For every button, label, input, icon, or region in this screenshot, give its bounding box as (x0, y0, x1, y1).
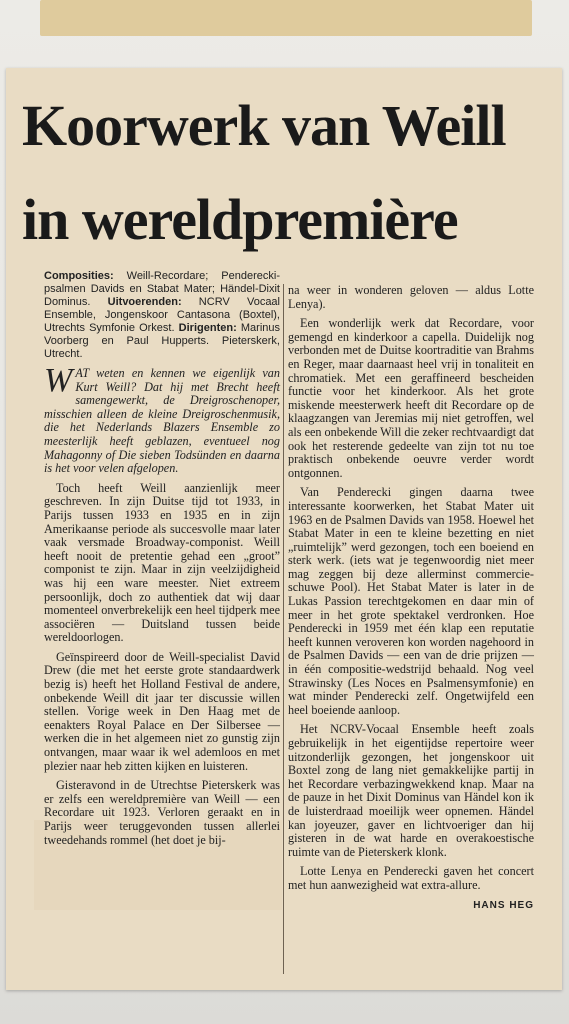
credits-performers: NCRV Vocaal Ensemble, Jongenskoor Cantasona (Boxtel), Utrechts Symfonie Orkest. (44, 296, 280, 334)
right-paragraph-3: Het NCRV-Vocaal Ensemble heeft zoals gebruikelijk in het eigentijdse repertoire weer uitzonderlijk gezongen, het jongenskoor uit Boxtel zong de lang niet gemakkelijke partij in het Recordare verbazingwekkend knap. Maar na de pauze in het Dixit Dominus van Händel kon ik de luisterdraad moeilijk weer opnemen. Händel kan joyeuzer, gaver en lichtvoeriger dan hij gisteren in de wat harde en overakoestische ruimte van de Pieterskerk klonk. (288, 722, 534, 859)
right-paragraph-2: Van Penderecki gingen daarna twee interessante koorwerken, het Stabat Mater uit 1963 en de Psalmen Davids van 1958. Hoewel het Stabat Mater in een te kleine bezetting en niet „ruimtelijk” werd gezongen, toch een boeiend en sterk werk. (iets wat je tegenwoordig niet meer mag zeggen bij deze allerminst commercie-schuwe Pool). Het Stabat Mater is later in de Lukas Passion terechtgekomen en daar min of meer in het grote spektakel verdronken. Hoe Penderecki in 1959 met één klap een reputatie heeft kunnen veroveren kon worden nagehoord in de Psalmen Davids — een van de drie prijzen — in één compositie-wedstrijd behaald. Nog veel Strawinsky (Les Noces en Psalmensymfonie) en wat minder Penderecki zelf. Ongetwijfeld een heel boeiende aanloop. (288, 485, 534, 717)
author-signature: HANS HEG (473, 899, 534, 911)
paragraph-3: Gisteravond in de Utrechtse Pieterskerk was er zelfs een wereldpremière van Weill — een Recordare uit 1923. Verloren geraakt en in Parijs weer teruggevonden tussen allerlei tweedehands rommel (het doet je bij- (44, 778, 280, 847)
credits-label-performers: Uitvoerenden: (107, 296, 182, 308)
paragraph-2: Geïnspireerd door de Weill-specialist David Drew (die met het eerste grote standaardwerk bezig is) heeft het Holland Festival de andere, onbekende Weill dit jaar ter discussie willen stellen. Vorige week in Den Haag met de eenakters Royal Palace en Der Silbersee — werken die in het algemeen niet zo gunstig zijn ontvangen, maar waar ik wel ademloos en met plezier naar heb zitten kijken en luisteren. (44, 649, 280, 773)
program-credits (44, 270, 280, 361)
intro-paragraph (44, 362, 280, 476)
headline-line-2: in wereldpremière (22, 187, 458, 252)
right-paragraph-0: na weer in wonderen geloven — aldus Lotte Lenya). (288, 283, 534, 311)
article-column-right (288, 284, 534, 912)
article-column-left (44, 270, 280, 853)
tape-strip-top (40, 0, 532, 36)
credits-label-conductors: Dirigenten: (178, 322, 237, 334)
intro-dropcap: W (44, 362, 73, 399)
right-paragraph-1: Een wonderlijk werk dat Recordare, voor gemengd en kinderkoor a capella. Duidelijk nog verbonden met de Duitse koortraditie van Brahms en Reger, maar daarnaast heel vrij in tonaliteit en chromatiek. Met een geraffineerd bescheiden functie voor het kinderkoor. Als het grote miskende meesterwerk heeft dit Recordare op de klaagzangen van Jeremias mij niet getroffen, wel als een onbekende Will die zeker rechtvaardigt dat ook het resterende gedeelte van zijn tot nu toe praktisch onbekende oeuvre verder wordt ontgonnen. (288, 316, 534, 480)
credits-compositions: Weill-Recordare; Penderecki-psalmen Davids en Stabat Mater; Händel-Dixit Dominus. (44, 270, 280, 308)
credits-label-compositions: Composities: (44, 270, 114, 282)
intro-text: AT weten en kennen we eigenlijk van Kurt Weill? Dat hij met Brecht heeft samengewerkt, de Dreigroschenoper, misschien alleen de kleine Dreigroschenmusik, die het Nederlands Blazers Ensemble zo meesterlijk heeft geblazen, eventueel nog Mahagonny of Die sieben Todsünden en daarna is het voor velen afgelopen. (44, 366, 280, 476)
right-paragraph-4: Lotte Lenya en Penderecki gaven het concert met hun aanwezigheid wat extra-allure. (288, 864, 534, 892)
credits-conductors: Marinus Voorberg en Paul Hupperts. Pieterskerk, Utrecht. (44, 322, 280, 360)
headline-line-1: Koorwerk van Weill (22, 93, 506, 158)
paragraph-1: Toch heeft Weill aanzienlijk meer geschreven. In zijn Duitse tijd tot 1933, in Parijs tussen 1933 en 1935 en in zijn Amerikaanse periode als succesvolle maar later vaak versmade Broadway-componist. Weill heeft nooit de pretentie gehad een „groot” componist te zijn. Maar in zijn veelzijdigheid was hij een ware meester. Niet extreem persoonlijk, doch zo authentiek dat wij daar momenteel onverbrekelijk een heel tijdperk mee associëren — Duitsland tussen beide wereldoorlogen. (44, 480, 280, 645)
column-divider (283, 284, 284, 974)
